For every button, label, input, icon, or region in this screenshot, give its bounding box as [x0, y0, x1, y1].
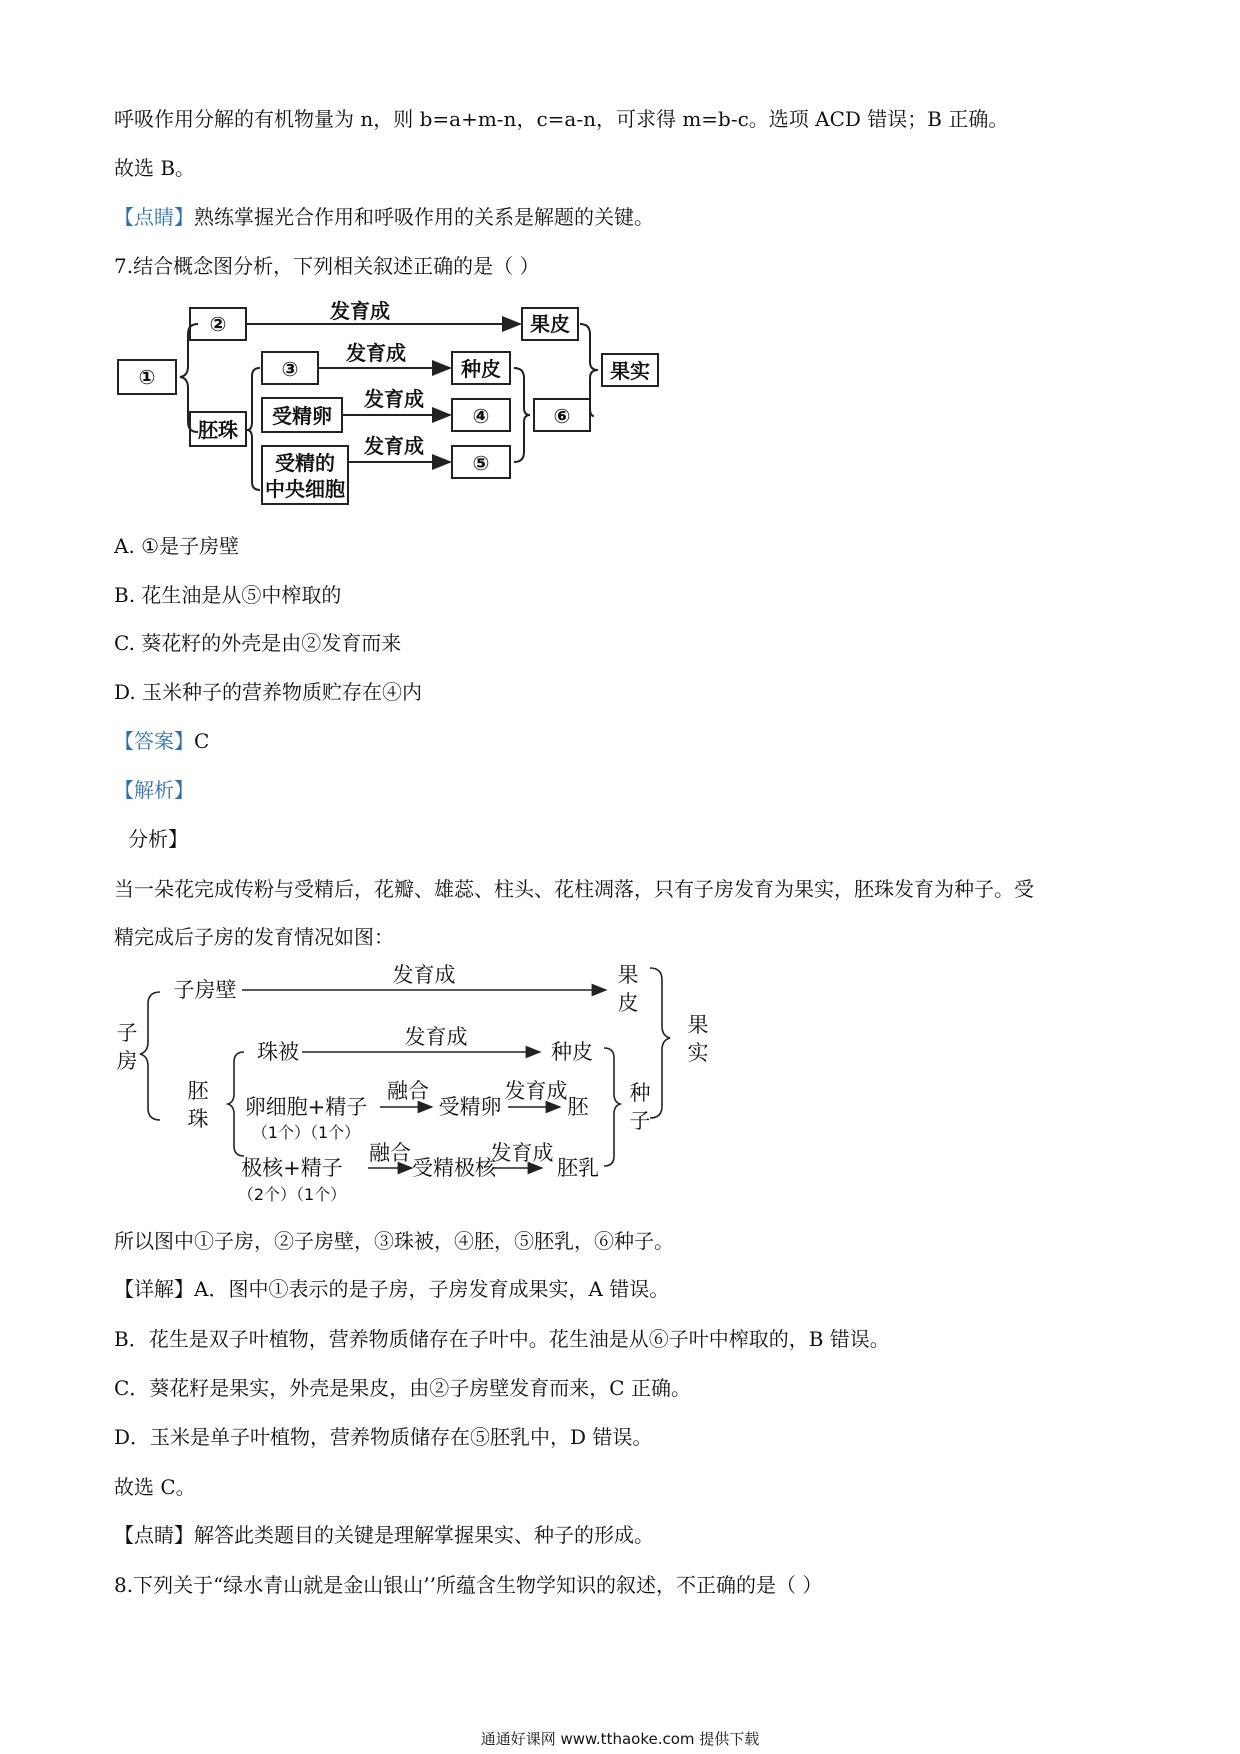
question-7: 7.结合概念图分析，下列相关叙述正确的是（ ）	[114, 254, 540, 278]
footer-text: 通通好课网 www.tthaoke.com 提供下载	[480, 1730, 760, 1748]
concept-map-diagram	[110, 300, 690, 520]
label-zi: 子	[116, 1021, 138, 1045]
node-zyxb-2: 中央细胞	[265, 477, 345, 501]
detail-a	[114, 1276, 669, 1302]
label-pi: 皮	[617, 991, 639, 1015]
ovary-development-diagram	[110, 960, 730, 1215]
note-line	[114, 1522, 654, 1548]
node-2: ②	[209, 312, 227, 336]
arrow-label: 发育成	[504, 1079, 568, 1103]
node-zhongpi: 种皮	[461, 357, 501, 381]
detail-b: B．花生是双子叶植物，营养物质储存在子叶中。花生油是从⑥子叶中榨取的，B 错误。	[114, 1327, 890, 1351]
note-tag: 【点睛】	[114, 1523, 194, 1547]
label-guoshi-1: 果	[687, 1013, 709, 1037]
label-luan-count: （1个）（1个）	[251, 1123, 361, 1142]
label-guoshi-2: 实	[687, 1041, 709, 1065]
label-shoujingluan: 受精卵	[438, 1095, 502, 1119]
label-ji-count: （2个）（1个）	[237, 1185, 347, 1204]
arrow-label: 发育成	[346, 341, 406, 365]
text-line: 精完成后子房的发育情况如图：	[114, 925, 394, 949]
text-line: 呼吸作用分解的有机物量为 n，则 b=a+m-n，c=a-n，可求得 m=b-c。选项 ACD 错误；B 正确。	[114, 107, 1009, 131]
answer-line	[114, 728, 209, 754]
question-8: 8.下列关于“绿水青山就是金山银山’’所蕴含生物学知识的叙述，不正确的是（ ）	[114, 1573, 823, 1597]
note-text: 解答此类题目的关键是理解掌握果实、种子的形成。	[194, 1523, 654, 1547]
option-c: C. 葵花籽的外壳是由②发育而来	[114, 631, 402, 655]
label-jihe: 极核+精子	[241, 1156, 343, 1180]
arrow-label: 发育成	[330, 300, 390, 323]
node-6: ⑥	[553, 404, 571, 428]
node-4: ④	[472, 404, 490, 428]
answer-tag: 【答案】	[114, 729, 194, 753]
analysis-tag: 【解析】	[114, 778, 194, 802]
label-zhu: 珠	[187, 1107, 209, 1131]
label-peiru: 胚乳	[557, 1156, 599, 1180]
arrow-label: 发育成	[392, 963, 456, 987]
node-guopi: 果皮	[530, 312, 570, 336]
node-guoshi: 果实	[610, 359, 650, 383]
arrow-label-ronghe: 融合	[387, 1079, 429, 1103]
fenxi-tag: 分析】	[128, 827, 188, 851]
node-zyxb-1: 受精的	[275, 451, 335, 475]
node-3: ③	[281, 357, 299, 381]
node-shoujingluan: 受精卵	[272, 404, 332, 428]
node-1: ①	[138, 365, 156, 389]
label-zhubei: 珠被	[257, 1040, 299, 1064]
arrow-label: 发育成	[404, 1025, 468, 1049]
answer-value: C	[194, 729, 210, 753]
label-shoujingjihe: 受精极核	[412, 1156, 496, 1180]
label-zi2: 子	[629, 1109, 651, 1133]
text-line: 当一朵花完成传粉与受精后，花瓣、雄蕊、柱头、花柱凋落，只有子房发育为果实，胚珠发育为种子。受	[114, 877, 1034, 901]
label-zifangbi: 子房壁	[173, 978, 237, 1002]
arrow-label: 发育成	[364, 387, 424, 411]
note-text: 熟练掌握光合作用和呼吸作用的关系是解题的关键。	[194, 205, 654, 229]
text-line	[114, 204, 654, 230]
label-pei-embryo: 胚	[567, 1095, 589, 1119]
text-line: 故选 C。	[114, 1475, 196, 1499]
detail-tag: 【详解】	[114, 1277, 194, 1301]
node-5: ⑤	[472, 451, 490, 475]
label-luanxibao: 卵细胞+精子	[244, 1095, 368, 1119]
text-line: 所以图中①子房，②子房壁，③珠被，④胚，⑤胚乳，⑥种子。	[114, 1229, 674, 1253]
label-pei: 胚	[187, 1079, 209, 1103]
detail-text: A．图中①表示的是子房，子房发育成果实，A 错误。	[194, 1277, 670, 1301]
option-d: D. 玉米种子的营养物质贮存在④内	[114, 680, 423, 704]
arrow-label: 发育成	[490, 1141, 554, 1165]
label-fang: 房	[116, 1049, 138, 1073]
node-pizhu: 胚珠	[198, 418, 238, 442]
label-zhongpi: 种皮	[551, 1040, 593, 1064]
arrow-label-ronghe: 融合	[369, 1141, 411, 1165]
note-tag: 【点睛】	[114, 205, 194, 229]
arrow-label: 发育成	[364, 434, 424, 458]
option-a: A. ①是子房壁	[114, 534, 240, 558]
text-line: 故选 B。	[114, 156, 196, 180]
detail-d: D．玉米是单子叶植物，营养物质储存在⑤胚乳中，D 错误。	[114, 1425, 653, 1449]
option-b: B. 花生油是从⑤中榨取的	[114, 583, 342, 607]
label-guo: 果	[617, 963, 639, 987]
label-zhong: 种	[629, 1081, 651, 1105]
detail-c: C．葵花籽是果实，外壳是果皮，由②子房壁发育而来，C 正确。	[114, 1376, 691, 1400]
